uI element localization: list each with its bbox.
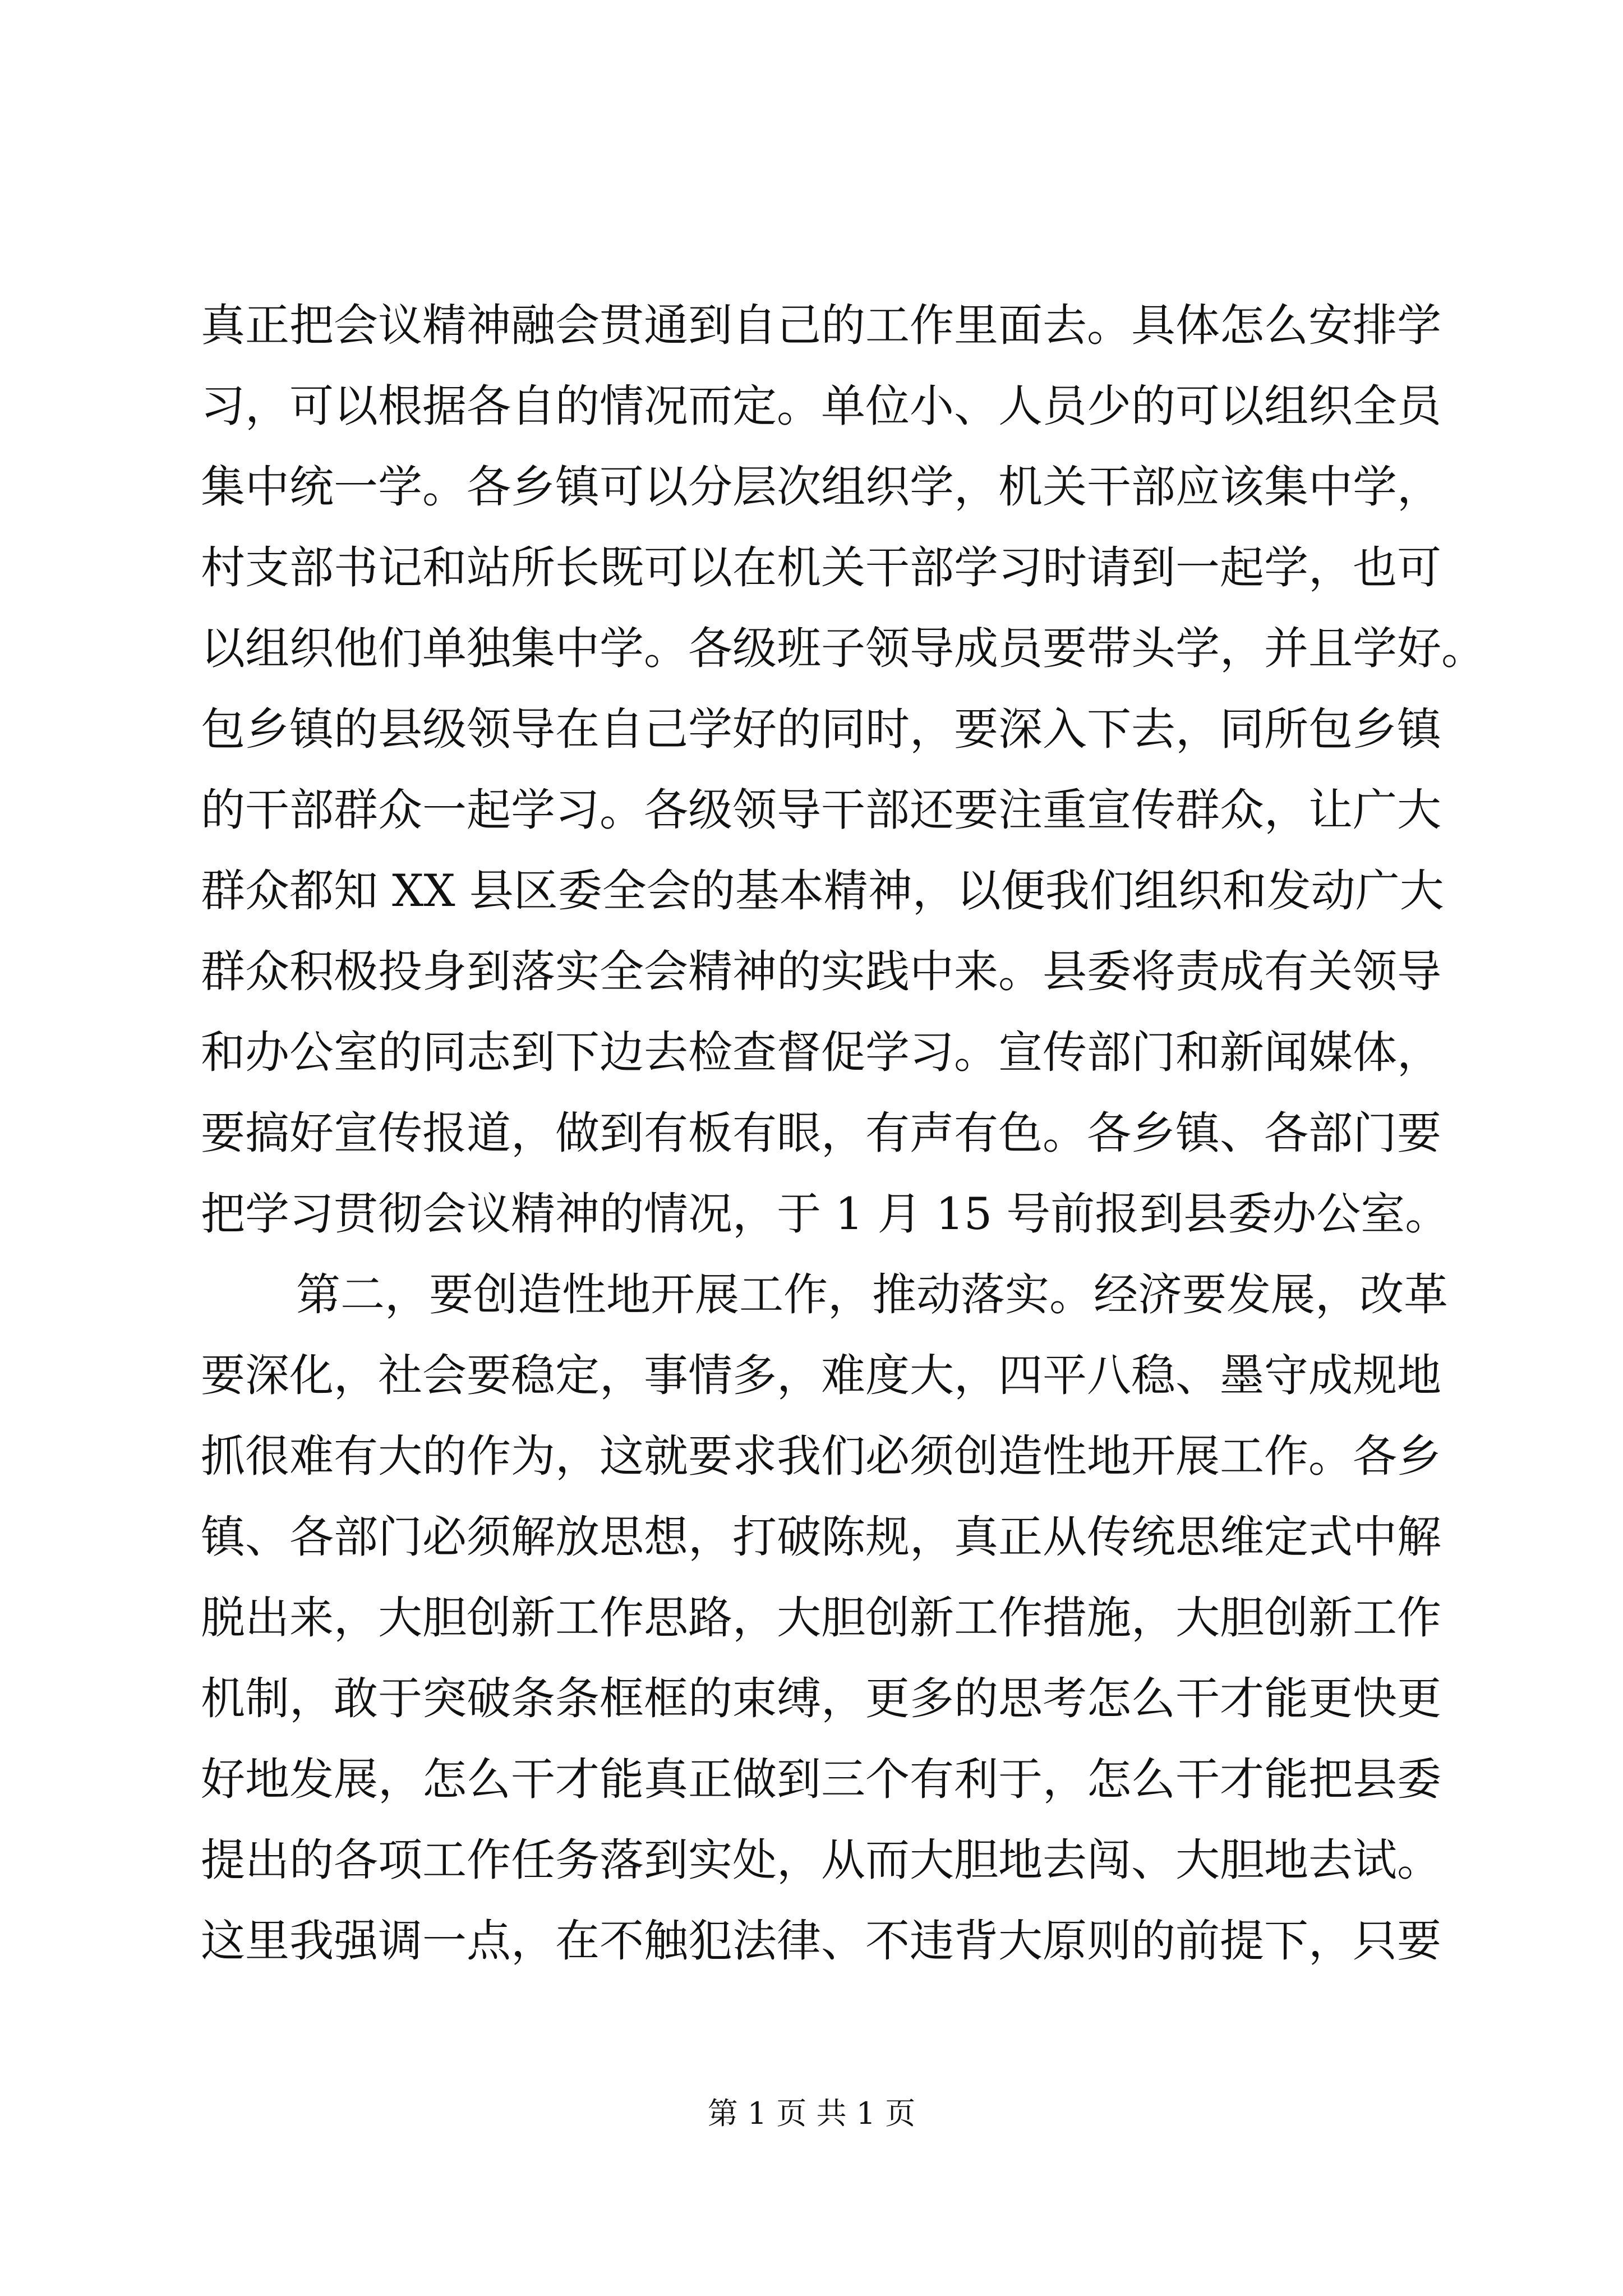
text-line-13: 第二，要创造性地开展工作，推动落实。经济要发展，改革 — [296, 1269, 1448, 1320]
text-line-7: 的干部群众一起学习。各级领导干部还要注重宣传群众，让广大 — [201, 784, 1441, 836]
text-line-12: 把学习贯彻会议精神的情况，于 1 月 15 号前报到县委办公室。 — [201, 1188, 1450, 1240]
text-line-4: 村支部书记和站所长既可以在机关干部学习时请到一起学，也可 — [201, 542, 1441, 593]
text-line-17: 脱出来，大胆创新工作思路，大胆创新工作措施，大胆创新工作 — [201, 1592, 1441, 1644]
text-line-16: 镇、各部门必须解放思想，打破陈规，真正从传统思维定式中解 — [201, 1511, 1441, 1563]
text-line-14: 要深化，社会要稳定，事情多，难度大，四平八稳、墨守成规地 — [201, 1350, 1441, 1401]
text-line-15: 抓很难有大的作为，这就要求我们必须创造性地开展工作。各乡 — [201, 1430, 1441, 1482]
text-line-8: 群众都知 XX 县区委全会的基本精神，以便我们组织和发动广大 — [201, 865, 1444, 917]
text-line-18: 机制，敢于突破条条框框的束缚，更多的思考怎么干才能更快更 — [201, 1673, 1441, 1724]
text-line-2: 习，可以根据各自的情况而定。单位小、人员少的可以组织全员 — [201, 380, 1441, 432]
text-line-9: 群众积极投身到落实全会精神的实践中来。县委将责成有关领导 — [201, 946, 1441, 997]
text-line-10: 和办公室的同志到下边去检查督促学习。宣传部门和新闻媒体， — [201, 1027, 1441, 1078]
text-line-1: 真正把会议精神融会贯通到自己的工作里面去。具体怎么安排学 — [201, 300, 1441, 351]
page-footer: 第 1 页 共 1 页 — [707, 2096, 916, 2131]
text-line-20: 提出的各项工作任务落到实处，从而大胆地去闯、大胆地去试。 — [201, 1834, 1441, 1886]
text-line-11: 要搞好宣传报道，做到有板有眼，有声有色。各乡镇、各部门要 — [201, 1107, 1441, 1159]
text-line-3: 集中统一学。各乡镇可以分层次组织学，机关干部应该集中学， — [201, 461, 1441, 513]
text-line-21: 这里我强调一点，在不触犯法律、不违背大原则的前提下，只要 — [201, 1915, 1441, 1967]
text-line-5: 以组织他们单独集中学。各级班子领导成员要带头学，并且学好。 — [201, 623, 1486, 674]
text-line-6: 包乡镇的县级领导在自己学好的同时，要深入下去，同所包乡镇 — [201, 703, 1441, 755]
text-line-19: 好地发展，怎么干才能真正做到三个有利于，怎么干才能把县委 — [201, 1754, 1441, 1805]
